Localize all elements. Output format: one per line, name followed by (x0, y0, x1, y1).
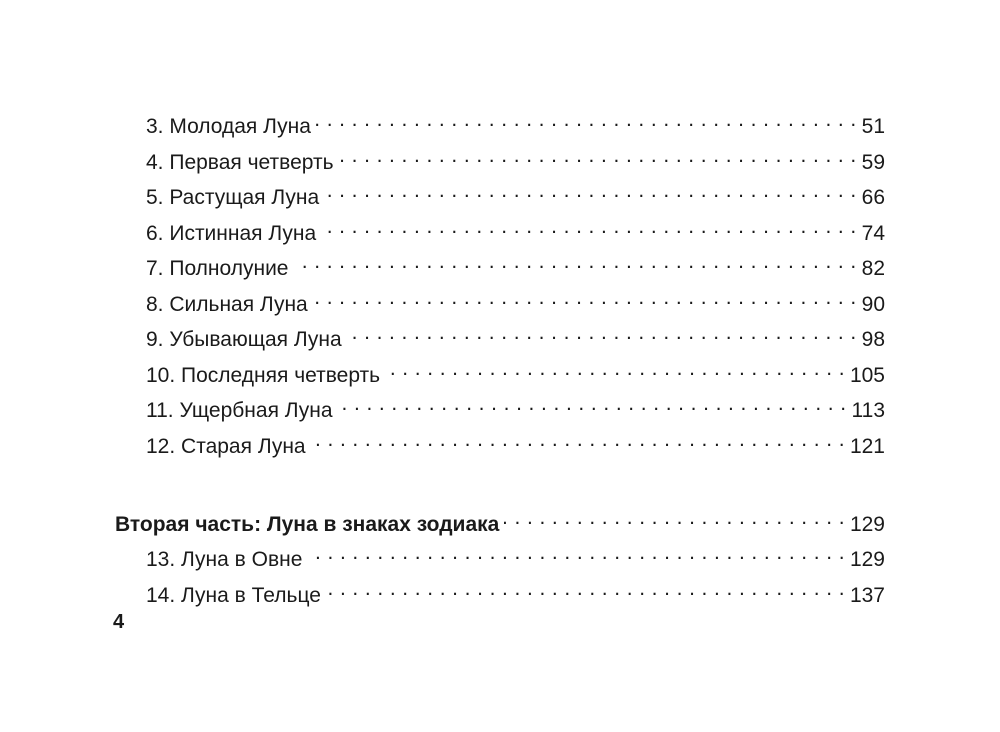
dot-leader (339, 143, 857, 169)
dot-leader (321, 214, 856, 240)
toc-entry (146, 576, 885, 609)
toc-entry-page: 137 (849, 584, 885, 607)
toc-entry-title: 4. Первая четверть (146, 151, 334, 174)
dot-leader (338, 391, 847, 417)
toc-entry (146, 107, 885, 140)
toc-entry-page: 66 (861, 186, 885, 209)
toc-entry-title: 3. Молодая Луна (146, 115, 311, 138)
toc-entry (146, 249, 885, 282)
dot-leader (324, 178, 856, 204)
dot-leader (385, 356, 845, 382)
toc-entry-title: 5. Растущая Луна (146, 186, 320, 209)
page-number: 4 (113, 611, 125, 633)
dot-leader (294, 249, 857, 275)
toc-entry (146, 320, 885, 353)
toc-part-title: Вторая часть: Луна в знаках зодиака (115, 513, 500, 536)
toc-entry (146, 391, 885, 424)
toc-entry-title: 8. Сильная Луна (146, 293, 308, 316)
dot-leader (347, 320, 857, 346)
toc-entry-title: 9. Убывающая Луна (146, 328, 342, 351)
toc-entry-page: 90 (861, 293, 885, 316)
toc-entry-page: 121 (849, 435, 885, 458)
dot-leader (326, 576, 845, 602)
dot-leader (311, 427, 845, 453)
toc-entry-page: 59 (861, 151, 885, 174)
dot-leader (504, 505, 845, 531)
toc-entry (146, 214, 885, 247)
toc-entry (146, 178, 885, 211)
dot-leader (313, 285, 857, 311)
toc-entry-title: 14. Луна в Тельце (146, 584, 321, 607)
toc-entry-page: 98 (861, 328, 885, 351)
toc-entry-page: 113 (851, 399, 885, 422)
toc-entry-page: 74 (861, 222, 885, 245)
toc-entry-title: 13. Луна в Овне (146, 548, 303, 571)
toc-part-heading (115, 505, 885, 538)
dot-leader (316, 107, 857, 133)
toc-entry (146, 540, 885, 573)
toc-entry-page: 82 (861, 257, 885, 280)
toc-part-page: 129 (849, 513, 885, 536)
dot-leader (307, 540, 845, 566)
toc-entry-title: 11. Ущербная Луна (146, 399, 333, 422)
toc-entry (146, 427, 885, 460)
toc-entry (146, 285, 885, 318)
toc-entry-title: 7. Полнолуние (146, 257, 289, 280)
toc-entry-page: 129 (849, 548, 885, 571)
toc-entry-page: 105 (849, 364, 885, 387)
toc-entry (146, 143, 885, 176)
toc-entry (146, 356, 885, 389)
toc-entry-title: 10. Последняя четверть (146, 364, 381, 387)
toc-entry-page: 51 (861, 115, 885, 138)
toc-entry-title: 6. Истинная Луна (146, 222, 317, 245)
toc-entry-title: 12. Старая Луна (146, 435, 306, 458)
